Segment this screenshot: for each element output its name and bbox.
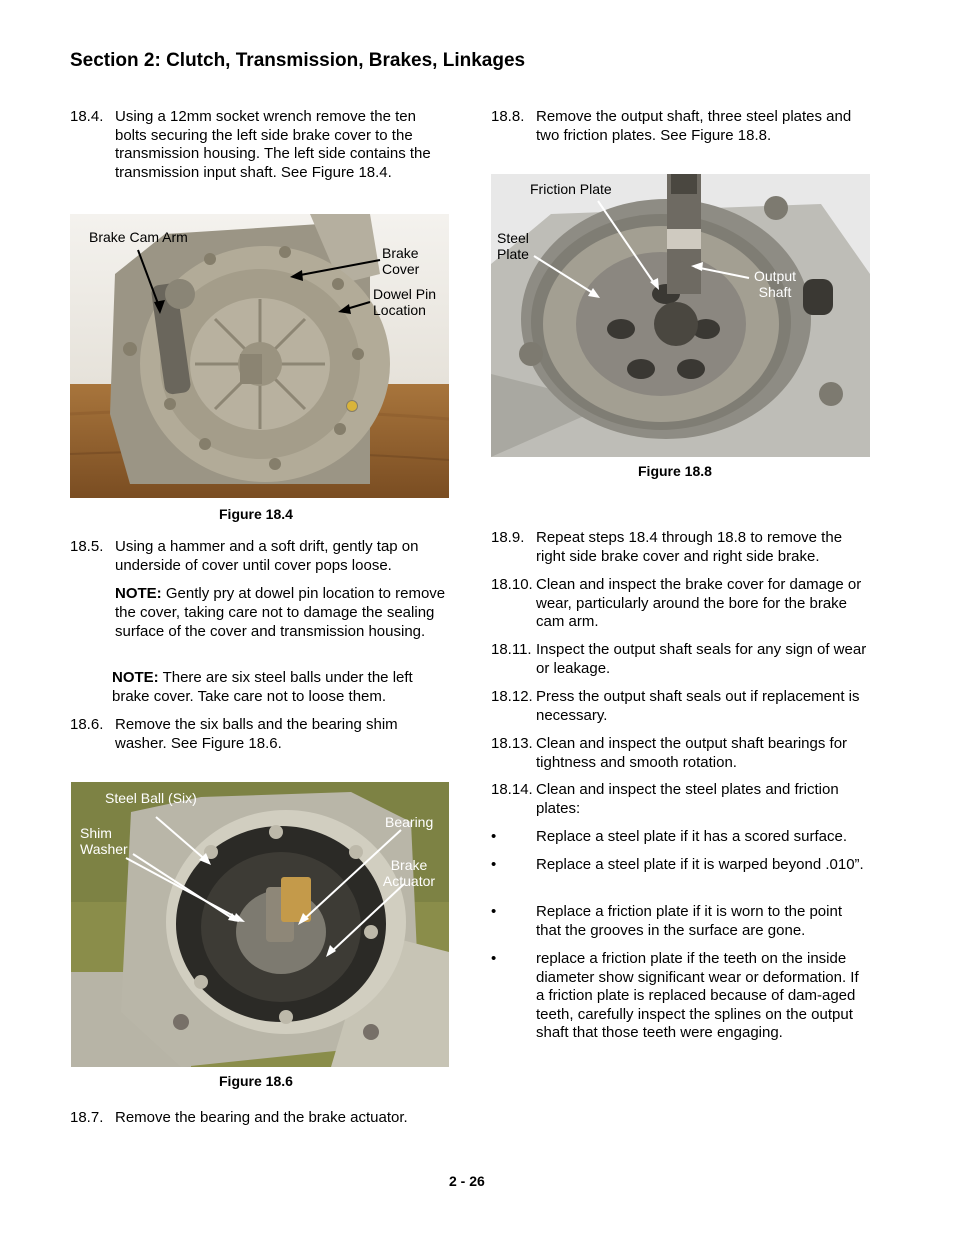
- figure-18-4-photo: [70, 214, 449, 498]
- page-number: 2 - 26: [449, 1173, 485, 1189]
- step-text: Remove the output shaft, three steel plates and two friction plates. See Figure 18.8.: [536, 108, 852, 144]
- label-friction-plate: Friction Plate: [530, 181, 612, 197]
- step-18-14: [491, 781, 871, 818]
- note-label: NOTE:: [112, 669, 159, 686]
- step-text: Remove the six balls and the bearing shim washer. See Figure 18.6.: [115, 716, 398, 752]
- step-18-8: [491, 108, 871, 145]
- label-shim-washer: Shim Washer: [80, 825, 128, 857]
- label-brake-cover: Brake Cover: [382, 245, 420, 277]
- label-steel-plate: Steel Plate: [497, 230, 529, 262]
- step-18-6: [70, 716, 450, 753]
- step-text: Clean and inspect the brake cover for damage or wear, particularly around the bore for the brake cam arm.: [536, 576, 862, 631]
- step-number: 18.12.: [491, 688, 533, 705]
- step-number: 18.10.: [491, 576, 533, 593]
- step-number: 18.14.: [491, 781, 533, 798]
- step-text: Clean and inspect the output shaft bearings for tightness and smooth rotation.: [536, 735, 848, 771]
- step-18-12: [491, 688, 871, 725]
- bullet-text: replace a friction plate if the teeth on the inside diameter show significant wear or deformation. If a friction plate is replaced because of dam-aged teeth, carefully inspect the splines on the output shaft that those teeth were engaging.: [536, 950, 859, 1042]
- figure-18-6-photo: [71, 782, 449, 1067]
- step-18-13: [491, 735, 871, 772]
- bullet-scored-surface: [491, 828, 871, 847]
- bullet-text: Replace a steel plate if it is warped beyond .010”.: [536, 856, 864, 873]
- label-bearing: Bearing: [385, 814, 434, 830]
- step-text: Repeat steps 18.4 through 18.8 to remove the right side brake cover and right side brake.: [536, 529, 843, 565]
- label-output-shaft: Output Shaft: [753, 268, 797, 300]
- label-steel-ball: Steel Ball (Six): [105, 790, 197, 806]
- note-text: There are six steel balls under the left brake cover. Take care not to loose them.: [112, 669, 413, 705]
- label-brake-cam-arm: Brake Cam Arm: [89, 229, 188, 245]
- note-text: Gently pry at dowel pin location to remove the cover, taking care not to damage the sealing surface of the cover and transmission housing.: [115, 585, 446, 640]
- figure-18-4-caption: Figure 18.4: [219, 506, 293, 522]
- bullet-damaged-teeth: [491, 950, 871, 1043]
- step-number: 18.7.: [70, 1109, 104, 1126]
- step-18-7: [70, 1109, 450, 1128]
- figure-18-6-caption: Figure 18.6: [219, 1073, 293, 1089]
- step-number: 18.5.: [70, 538, 104, 555]
- step-18-11: [491, 641, 871, 678]
- step-text: Inspect the output shaft seals for any sign of wear or leakage.: [536, 641, 867, 677]
- step-text: Remove the bearing and the brake actuator.: [115, 1109, 408, 1126]
- step-18-5: [70, 538, 450, 575]
- bullet-mark: •: [491, 903, 497, 920]
- bullet-mark: •: [491, 828, 497, 845]
- step-number: 18.8.: [491, 108, 525, 125]
- note-label: NOTE:: [115, 585, 162, 602]
- bullet-text: Replace a friction plate if it is worn to the point that the grooves in the surface are gone.: [536, 903, 842, 939]
- bullet-worn-grooves: [491, 903, 871, 940]
- step-18-4: [70, 108, 450, 182]
- label-brake-actuator: Brake Actuator: [382, 857, 436, 889]
- step-number: 18.9.: [491, 529, 525, 546]
- section-title: Section 2: Clutch, Transmission, Brakes, Linkages: [70, 50, 526, 71]
- step-number: 18.11.: [491, 641, 532, 658]
- bullet-warped: [491, 856, 871, 875]
- figure-18-8-photo: [491, 174, 870, 457]
- step-18-10: [491, 576, 871, 632]
- step-number: 18.4.: [70, 108, 104, 125]
- note-dowel-pin: [115, 584, 450, 641]
- step-18-9: [491, 529, 871, 566]
- label-dowel-pin-location: Dowel Pin Location: [373, 286, 437, 318]
- step-number: 18.13.: [491, 735, 533, 752]
- step-text: Using a 12mm socket wrench remove the ten bolts securing the left side brake cover to the transmission housing. The left side contains the transmission input shaft. See Figure 18.4.: [115, 108, 431, 181]
- step-text: Clean and inspect the steel plates and friction plates:: [536, 781, 839, 817]
- bullet-mark: •: [491, 950, 497, 967]
- bullet-mark: •: [491, 856, 497, 873]
- figure-18-8-caption: Figure 18.8: [638, 463, 712, 479]
- step-text: Using a hammer and a soft drift, gently tap on underside of cover until cover pops loose.: [115, 538, 419, 574]
- note-steel-balls: [112, 668, 450, 706]
- bullet-text: Replace a steel plate if it has a scored surface.: [536, 828, 848, 845]
- step-text: Press the output shaft seals out if replacement is necessary.: [536, 688, 860, 724]
- step-number: 18.6.: [70, 716, 104, 733]
